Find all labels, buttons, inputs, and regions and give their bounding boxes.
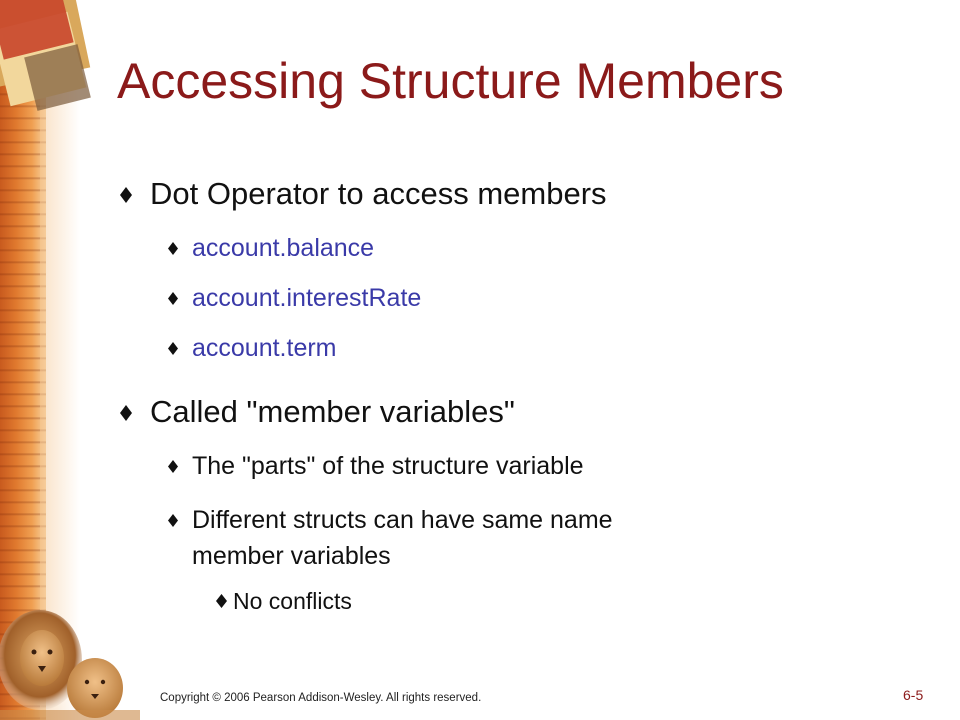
diamond-bullet-icon: [168, 460, 178, 473]
lions-illustration: [0, 600, 140, 720]
bullet-text-line: Different structs can have same name: [192, 506, 613, 534]
bullet-item: [168, 452, 584, 481]
slide-title: Accessing Structure Members: [117, 53, 784, 109]
bullet-item: [168, 502, 613, 574]
bullet-text-multiline: [192, 502, 613, 574]
code-text: account.term: [192, 334, 337, 362]
bullet-item: [216, 588, 352, 615]
copyright-footer: Copyright © 2006 Pearson Addison-Wesley. All rights reserved.: [160, 692, 482, 704]
bullet-item: [120, 394, 515, 430]
diamond-bullet-icon: [168, 242, 178, 255]
bullet-text: Dot Operator to access members: [150, 176, 607, 211]
bullet-item: [168, 284, 421, 313]
diamond-bullet-icon: [168, 292, 178, 305]
bullet-item: [168, 334, 337, 363]
diamond-bullet-icon: [120, 405, 132, 421]
code-text: account.interestRate: [192, 284, 422, 312]
page-number: 6-5: [903, 687, 924, 703]
diamond-bullet-icon: [216, 594, 227, 608]
bullet-text: No conflicts: [233, 588, 352, 614]
bullet-text: The "parts" of the structure variable: [192, 452, 584, 480]
diamond-bullet-icon: [168, 342, 178, 355]
code-text: account.balance: [192, 234, 375, 262]
diamond-bullet-icon: [168, 514, 178, 527]
bullet-item: [168, 234, 374, 263]
bullet-text: Called "member variables": [150, 394, 515, 429]
bullet-item: [120, 176, 607, 212]
diamond-bullet-icon: [120, 187, 132, 203]
bullet-text-line: member variables: [192, 542, 391, 570]
